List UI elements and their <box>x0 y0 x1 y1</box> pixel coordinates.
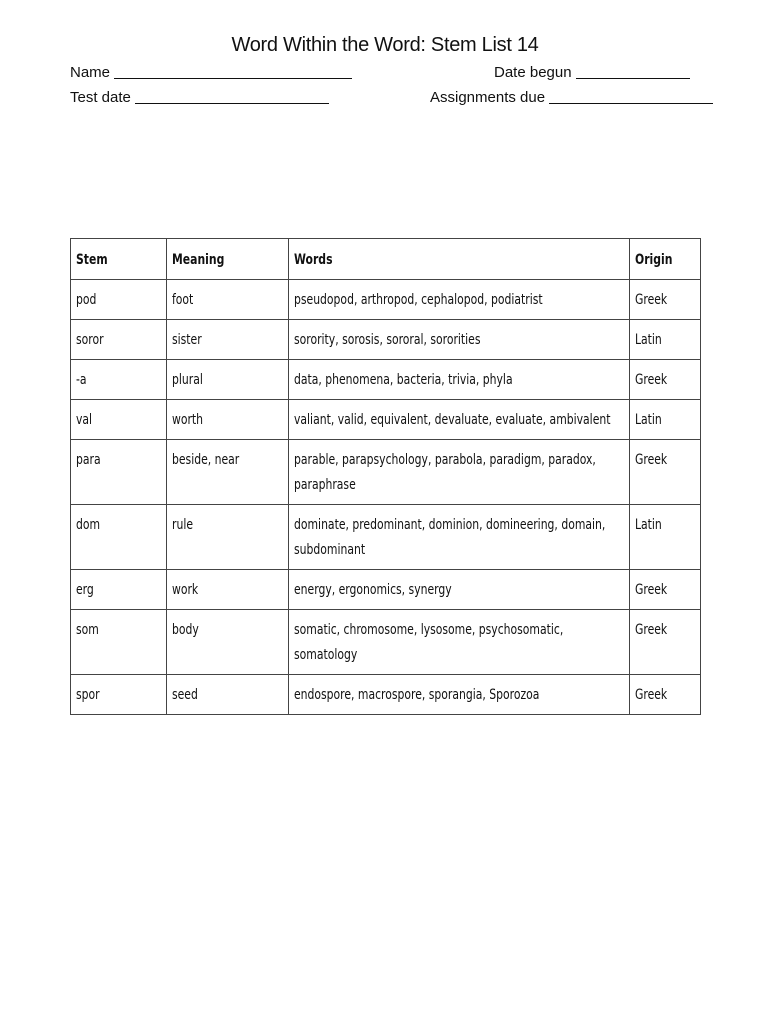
date-begun-blank-line[interactable] <box>576 64 690 79</box>
cell-meaning: work <box>167 570 289 610</box>
column-header-stem: Stem <box>71 239 167 280</box>
name-label: Name <box>70 64 111 81</box>
name-field[interactable] <box>70 64 352 81</box>
cell-meaning: plural <box>167 360 289 400</box>
cell-origin: Latin <box>630 505 701 570</box>
cell-origin: Greek <box>630 570 701 610</box>
cell-meaning: worth <box>167 400 289 440</box>
cell-words: parable, parapsychology, parabola, paradigm, paradox, paraphrase <box>289 440 630 505</box>
table-row <box>71 610 701 675</box>
test-date-field[interactable] <box>70 89 329 106</box>
table-row <box>71 360 701 400</box>
test-date-blank-line[interactable] <box>135 89 329 104</box>
cell-meaning: foot <box>167 280 289 320</box>
cell-words: data, phenomena, bacteria, trivia, phyla <box>289 360 630 400</box>
table-row <box>71 570 701 610</box>
assignments-due-field[interactable] <box>430 89 713 106</box>
cell-origin: Greek <box>630 360 701 400</box>
table-row <box>71 400 701 440</box>
cell-stem: val <box>71 400 167 440</box>
document-title: Word Within the Word: Stem List 14 <box>231 34 539 56</box>
cell-stem: para <box>71 440 167 505</box>
cell-origin: Latin <box>630 400 701 440</box>
date-begun-field[interactable] <box>494 64 690 81</box>
test-date-label: Test date <box>70 89 131 106</box>
cell-words: valiant, valid, equivalent, devaluate, evaluate, ambivalent <box>289 400 630 440</box>
cell-origin: Greek <box>630 610 701 675</box>
cell-words: endospore, macrospore, sporangia, Sporozoa <box>289 675 630 715</box>
table-row <box>71 280 701 320</box>
name-blank-line[interactable] <box>114 64 352 79</box>
cell-stem: soror <box>71 320 167 360</box>
cell-stem: pod <box>71 280 167 320</box>
cell-origin: Greek <box>630 280 701 320</box>
table-row <box>71 440 701 505</box>
assignments-due-blank-line[interactable] <box>549 89 713 104</box>
cell-meaning: seed <box>167 675 289 715</box>
cell-meaning: sister <box>167 320 289 360</box>
column-header-origin: Origin <box>630 239 701 280</box>
cell-words: somatic, chromosome, lysosome, psychosomatic, somatology <box>289 610 630 675</box>
cell-stem: dom <box>71 505 167 570</box>
cell-stem: erg <box>71 570 167 610</box>
column-header-words: Words <box>289 239 630 280</box>
cell-stem: -a <box>71 360 167 400</box>
cell-meaning: beside, near <box>167 440 289 505</box>
cell-stem: spor <box>71 675 167 715</box>
cell-words: sorority, sorosis, sororal, sororities <box>289 320 630 360</box>
cell-words: pseudopod, arthropod, cephalopod, podiatrist <box>289 280 630 320</box>
cell-words: dominate, predominant, dominion, domineering, domain, subdominant <box>289 505 630 570</box>
table-header-row <box>71 239 701 280</box>
assignments-due-label: Assignments due <box>430 89 546 106</box>
cell-meaning: rule <box>167 505 289 570</box>
table-row <box>71 675 701 715</box>
cell-origin: Greek <box>630 675 701 715</box>
column-header-meaning: Meaning <box>167 239 289 280</box>
date-begun-label: Date begun <box>494 64 572 81</box>
cell-words: energy, ergonomics, synergy <box>289 570 630 610</box>
table-row <box>71 320 701 360</box>
cell-origin: Greek <box>630 440 701 505</box>
cell-origin: Latin <box>630 320 701 360</box>
stem-table <box>70 238 701 715</box>
cell-stem: som <box>71 610 167 675</box>
table-row <box>71 505 701 570</box>
cell-meaning: body <box>167 610 289 675</box>
